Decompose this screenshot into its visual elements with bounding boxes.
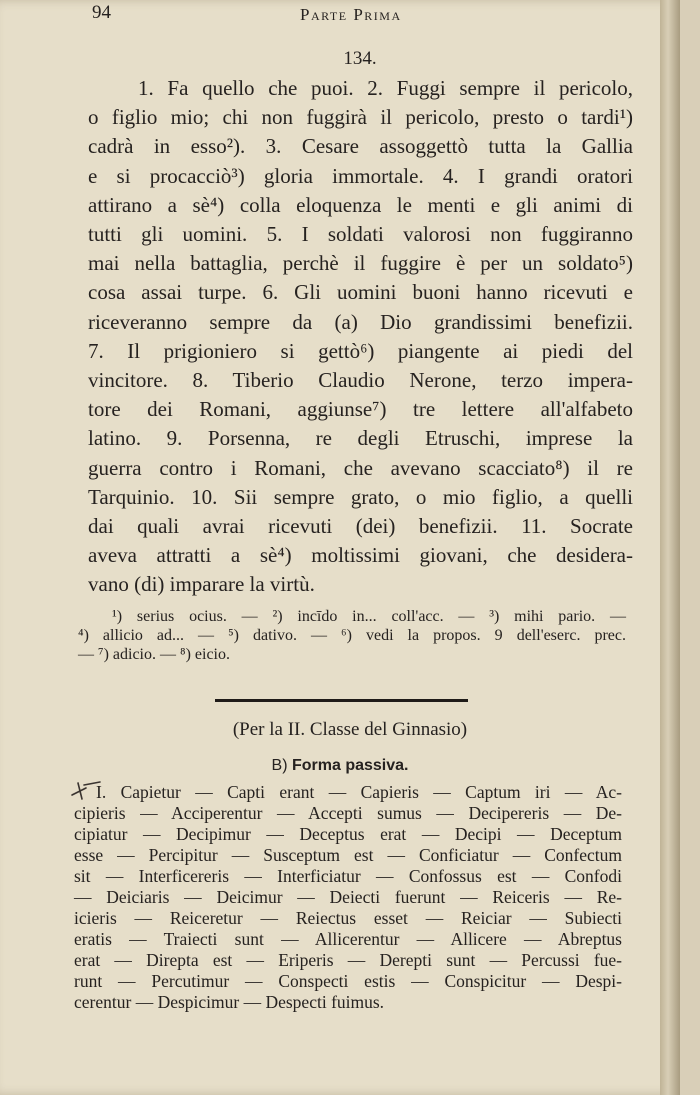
section-heading <box>0 757 680 775</box>
exercise-line: cadrà in esso²). 3. Cesare assoggettò tutta la Gallia <box>88 134 633 159</box>
exercise-line: attirano a sè⁴) colla eloquenza le menti e gli animi di <box>88 192 633 217</box>
latin-line: erat — Direpta est — Eriperis — Derepti sunt — Percussi fue- <box>74 950 622 970</box>
footnotes <box>78 607 626 664</box>
section-divider <box>215 699 468 702</box>
exercise-text <box>88 74 633 600</box>
exercise-line: dai quali avrai ricevuti (dei) benefizii. 11. Socrate <box>88 514 633 539</box>
section-title: Forma passiva. <box>291 757 409 774</box>
footnote-line: ⁴) allicio ad... — ⁵) dativo. — ⁶) vedi la propos. 9 dell'eserc. prec. <box>78 627 626 644</box>
exercise-line: tutti gli uomini. 5. I soldati valorosi non fuggiranno <box>88 222 633 247</box>
footnote-line: ¹) serius ocius. — ²) incīdo in... coll'acc. — ³) mihi pario. — <box>112 608 626 625</box>
exercise-line: cosa assai turpe. 6. Gli uomini buoni hanno ricevuti e <box>88 280 633 305</box>
latin-line: cerentur — Despicimur — Despecti fuimus. <box>74 992 385 1012</box>
exercise-line: latino. 9. Porsenna, re degli Etruschi, imprese la <box>88 426 633 451</box>
exercise-line: o figlio mio; chi non fuggirà il pericolo, presto o tardi¹) <box>88 105 633 130</box>
exercise-line: vincitore. 8. Tiberio Claudio Nerone, terzo impera- <box>88 368 633 393</box>
footnote-line: — ⁷) adicio. — ⁸) eicio. <box>78 646 230 663</box>
latin-line: sit — Interficereris — Interficiatur — Confossus est — Confodi <box>74 866 622 886</box>
class-heading: (Per la II. Classe del Ginnasio) <box>232 719 468 740</box>
exercise-line: 7. Il prigioniero si gettò⁶) piangente ai piedi del <box>88 338 633 363</box>
exercise-line: aveva attratti a sè⁴) moltissimi giovani, che desidera- <box>88 543 633 568</box>
section-letter: B) <box>271 757 288 774</box>
exercise-line: 1. Fa quello che puoi. 2. Fuggi sempre il pericolo, <box>138 76 633 100</box>
exercise-line: guerra contro i Romani, che avevano scacciato⁸) il re <box>88 455 633 480</box>
exercise-line: tore dei Romani, aggiunse⁷) tre lettere all'alfabeto <box>88 397 633 422</box>
latin-line: cipieris — Acciperentur — Accepti sumus — Decipereris — De- <box>74 803 622 823</box>
latin-line: — Deiciaris — Deicimur — Deiecti fuerunt — Reiceris — Re- <box>74 887 622 907</box>
exercise-line: vano (di) imparare la virtù. <box>88 572 315 597</box>
latin-line: eratis — Traiecti sunt — Allicerentur — Allicere — Abreptus <box>74 929 622 949</box>
latin-line: I. Capietur — Capti erant — Capieris — Captum iri — Ac- <box>96 782 622 802</box>
exercise-line: riceveranno sempre da (a) Dio grandissimi benefizii. <box>88 309 633 334</box>
page-edge <box>660 0 680 1095</box>
running-head: Parte Prima <box>300 5 402 24</box>
latin-line: icieris — Reiceretur — Reiectus esset — Reiciar — Subiecti <box>74 908 622 928</box>
exercise-line: mai nella battaglia, perchè il fuggire è per un soldato⁵) <box>88 251 633 276</box>
page-number: 94 <box>92 2 111 23</box>
latin-line: cipiatur — Decipimur — Deceptus erat — Decipi — Deceptum <box>74 824 622 844</box>
latin-line: esse — Percipitur — Susceptum est — Conficiatur — Confectum <box>74 845 622 865</box>
latin-line: runt — Percutimur — Conspecti estis — Conspicitur — Despi- <box>74 971 622 991</box>
exercise-line: Tarquinio. 10. Sii sempre grato, o mio figlio, a quelli <box>88 484 633 509</box>
latin-exercise <box>74 782 622 1013</box>
exercise-number: 134. <box>343 48 377 69</box>
exercise-line: e si procacciò³) gloria immortale. 4. I grandi oratori <box>88 163 633 188</box>
